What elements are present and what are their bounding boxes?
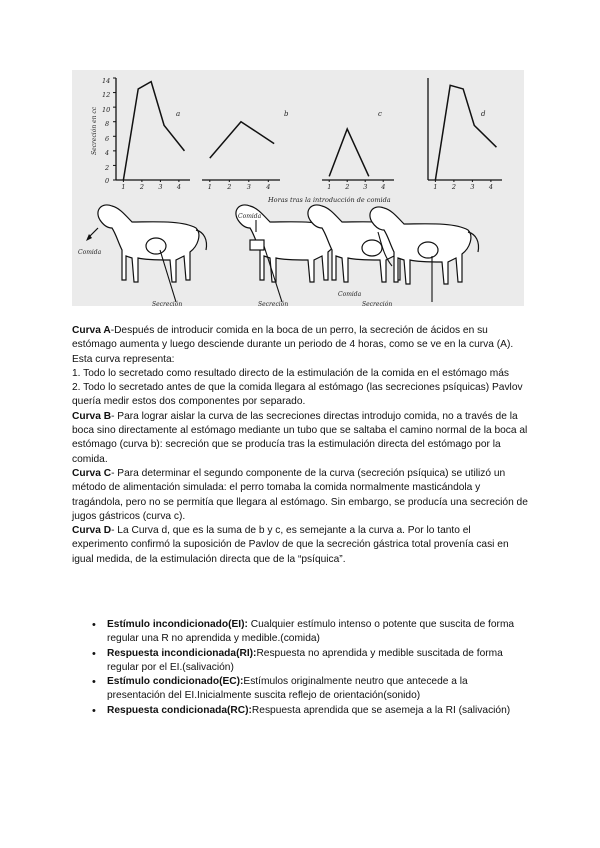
curve-b — [210, 122, 274, 158]
label-comida-left: Comida — [78, 249, 102, 256]
curva-c-title: Curva C — [72, 467, 112, 479]
y-tick-10: 10 — [102, 106, 111, 114]
curva-a-body: -Después de introducir comida en la boca de un perro, la secreción de ácidos en su estómago aumenta y luego desciende durante un periodo de 4 horas, como se ve en la curva (A). Esta curva representa: — [72, 325, 514, 365]
x-tick-label: 1 — [327, 183, 332, 191]
bullet-text: Estímulos originalmente neutro que antecede a la presentación del EI.Inicialmente suscita reflejo de orientación(sonido) — [107, 676, 468, 702]
body-text — [72, 324, 528, 567]
dog-illustration-1 — [98, 205, 207, 282]
bullet-text: Cualquier estímulo intenso o potente que suscita de forma regular una R no aprendida y medible.(comida) — [107, 619, 515, 645]
curva-a-title: Curva A — [72, 325, 111, 336]
list-item — [92, 618, 528, 647]
x-tick-label: 2 — [227, 183, 232, 191]
curve-letter-c: c — [378, 110, 382, 118]
bullet-term: Estímulo incondicionado(EI): — [107, 619, 248, 630]
curve-letter-b: b — [284, 110, 289, 118]
bullet-text: Respuesta no aprendida y medible suscitada de forma regular por el EI.(salivación) — [107, 647, 503, 673]
y-tick-14: 14 — [102, 77, 111, 85]
x-tick-label: 1 — [121, 183, 126, 191]
x-tick-label: 4 — [266, 183, 271, 191]
curve-letter-d: d — [481, 110, 486, 118]
x-tick-label: 4 — [488, 183, 494, 191]
paragraph-item-1: 1. Todo lo secretado como resultado directo de la estimulación de la comida en el estómago más — [72, 367, 509, 379]
pavlov-figure — [72, 70, 524, 306]
panels-bcd-axes — [202, 78, 502, 180]
bullet-term: Respuesta condicionada(RC): — [107, 704, 252, 716]
curve-d — [435, 85, 496, 180]
curva-d-title: Curva D — [72, 525, 112, 537]
x-tick-label: 1 — [207, 183, 212, 191]
x-tick-label: 3 — [246, 183, 251, 191]
x-tick-label: 2 — [451, 183, 457, 191]
x-tick-label: 2 — [139, 183, 145, 191]
list-item — [92, 675, 528, 704]
label-comida-right: Comida — [338, 291, 362, 298]
label-secrecion-1: Secreción — [152, 301, 183, 306]
curva-b-body: - Para lograr aislar la curva de las secreciones directas introdujo comida, no a través de la boca sino directamente al estómago mediante un tubo que se saltaba el camino normal de la boca al estómago (curva b): secreción que se producía tras la estimulación directa del estómago por la comida. — [72, 410, 528, 465]
bullet-icon: • — [92, 619, 96, 631]
paragraph-item-2: 2. Todo lo secretado antes de que la comida llegara al estómago (las secreciones psíquicas) Pavlov quería medir estos dos componentes por separado. — [72, 382, 523, 408]
y-tick-0: 0 — [105, 177, 110, 185]
y-tick-6: 6 — [105, 135, 110, 143]
curva-d-body: - La Curva d, que es la suma de b y c, es semejante a la curva a. Por lo tanto el experimento confirmó la suposición de Pavlov de que la secreción gástrica total provenía casi en igual medida, de la estimulación directa que de la “psíquica”. — [72, 525, 509, 565]
curve-letter-a: a — [176, 110, 181, 118]
curva-b-title: Curva B — [72, 410, 112, 422]
bullet-term: Estímulo condicionado(EC): — [107, 676, 244, 688]
y-axis-label: Secreción en cc — [91, 106, 98, 155]
label-secrecion-3: Secreción — [362, 301, 393, 306]
y-tick-8: 8 — [105, 120, 110, 128]
bullet-text: Respuesta aprendida que se asemeja a la RI (salivación) — [251, 704, 511, 716]
list-item — [92, 647, 528, 676]
curve-c — [329, 129, 369, 176]
bullet-term: Respuesta incondicionada(RI): — [107, 647, 257, 659]
figure-svg — [72, 70, 524, 306]
list-item — [92, 704, 528, 718]
y-tick-2: 2 — [105, 164, 110, 172]
panel-a-axes — [116, 78, 190, 180]
x-axis-title: Horas tras la introducción de comida — [268, 196, 391, 204]
x-tick-label: 3 — [158, 183, 163, 191]
paragraph-curva-d — [72, 524, 528, 567]
curva-c-body: - Para determinar el segundo componente de la curva (secreción psíquica) se utilizó un método de alimentación simulada: el perro tomaba la comida normalmente masticándola y tragándola, pero no se permitía que llegara al estómago. Sin embargo, se producía una secreción de jugos gástricos (curva c). — [72, 467, 528, 522]
label-comida-middle: Comida — [238, 213, 262, 220]
x-tick-label: 2 — [345, 183, 350, 191]
paragraph-curva-c — [72, 467, 528, 524]
x-tick-label: 3 — [470, 183, 475, 191]
x-tick-label: 3 — [363, 183, 368, 191]
x-tick-label: 4 — [381, 183, 386, 191]
bullet-icon: • — [92, 647, 96, 660]
y-tick-12: 12 — [102, 91, 111, 99]
paragraph-curva-b — [72, 410, 528, 467]
x-tick-label: 4 — [176, 183, 182, 191]
x-tick-label: 1 — [433, 183, 438, 191]
label-secrecion-2: Secreción — [258, 301, 289, 306]
bullet-icon: • — [92, 704, 96, 717]
bullet-icon: • — [92, 676, 96, 689]
curve-a — [123, 82, 184, 180]
paragraph-curva-a — [72, 324, 528, 367]
curves-group — [123, 82, 496, 180]
definitions-list — [92, 618, 528, 718]
y-tick-4: 4 — [105, 149, 110, 157]
